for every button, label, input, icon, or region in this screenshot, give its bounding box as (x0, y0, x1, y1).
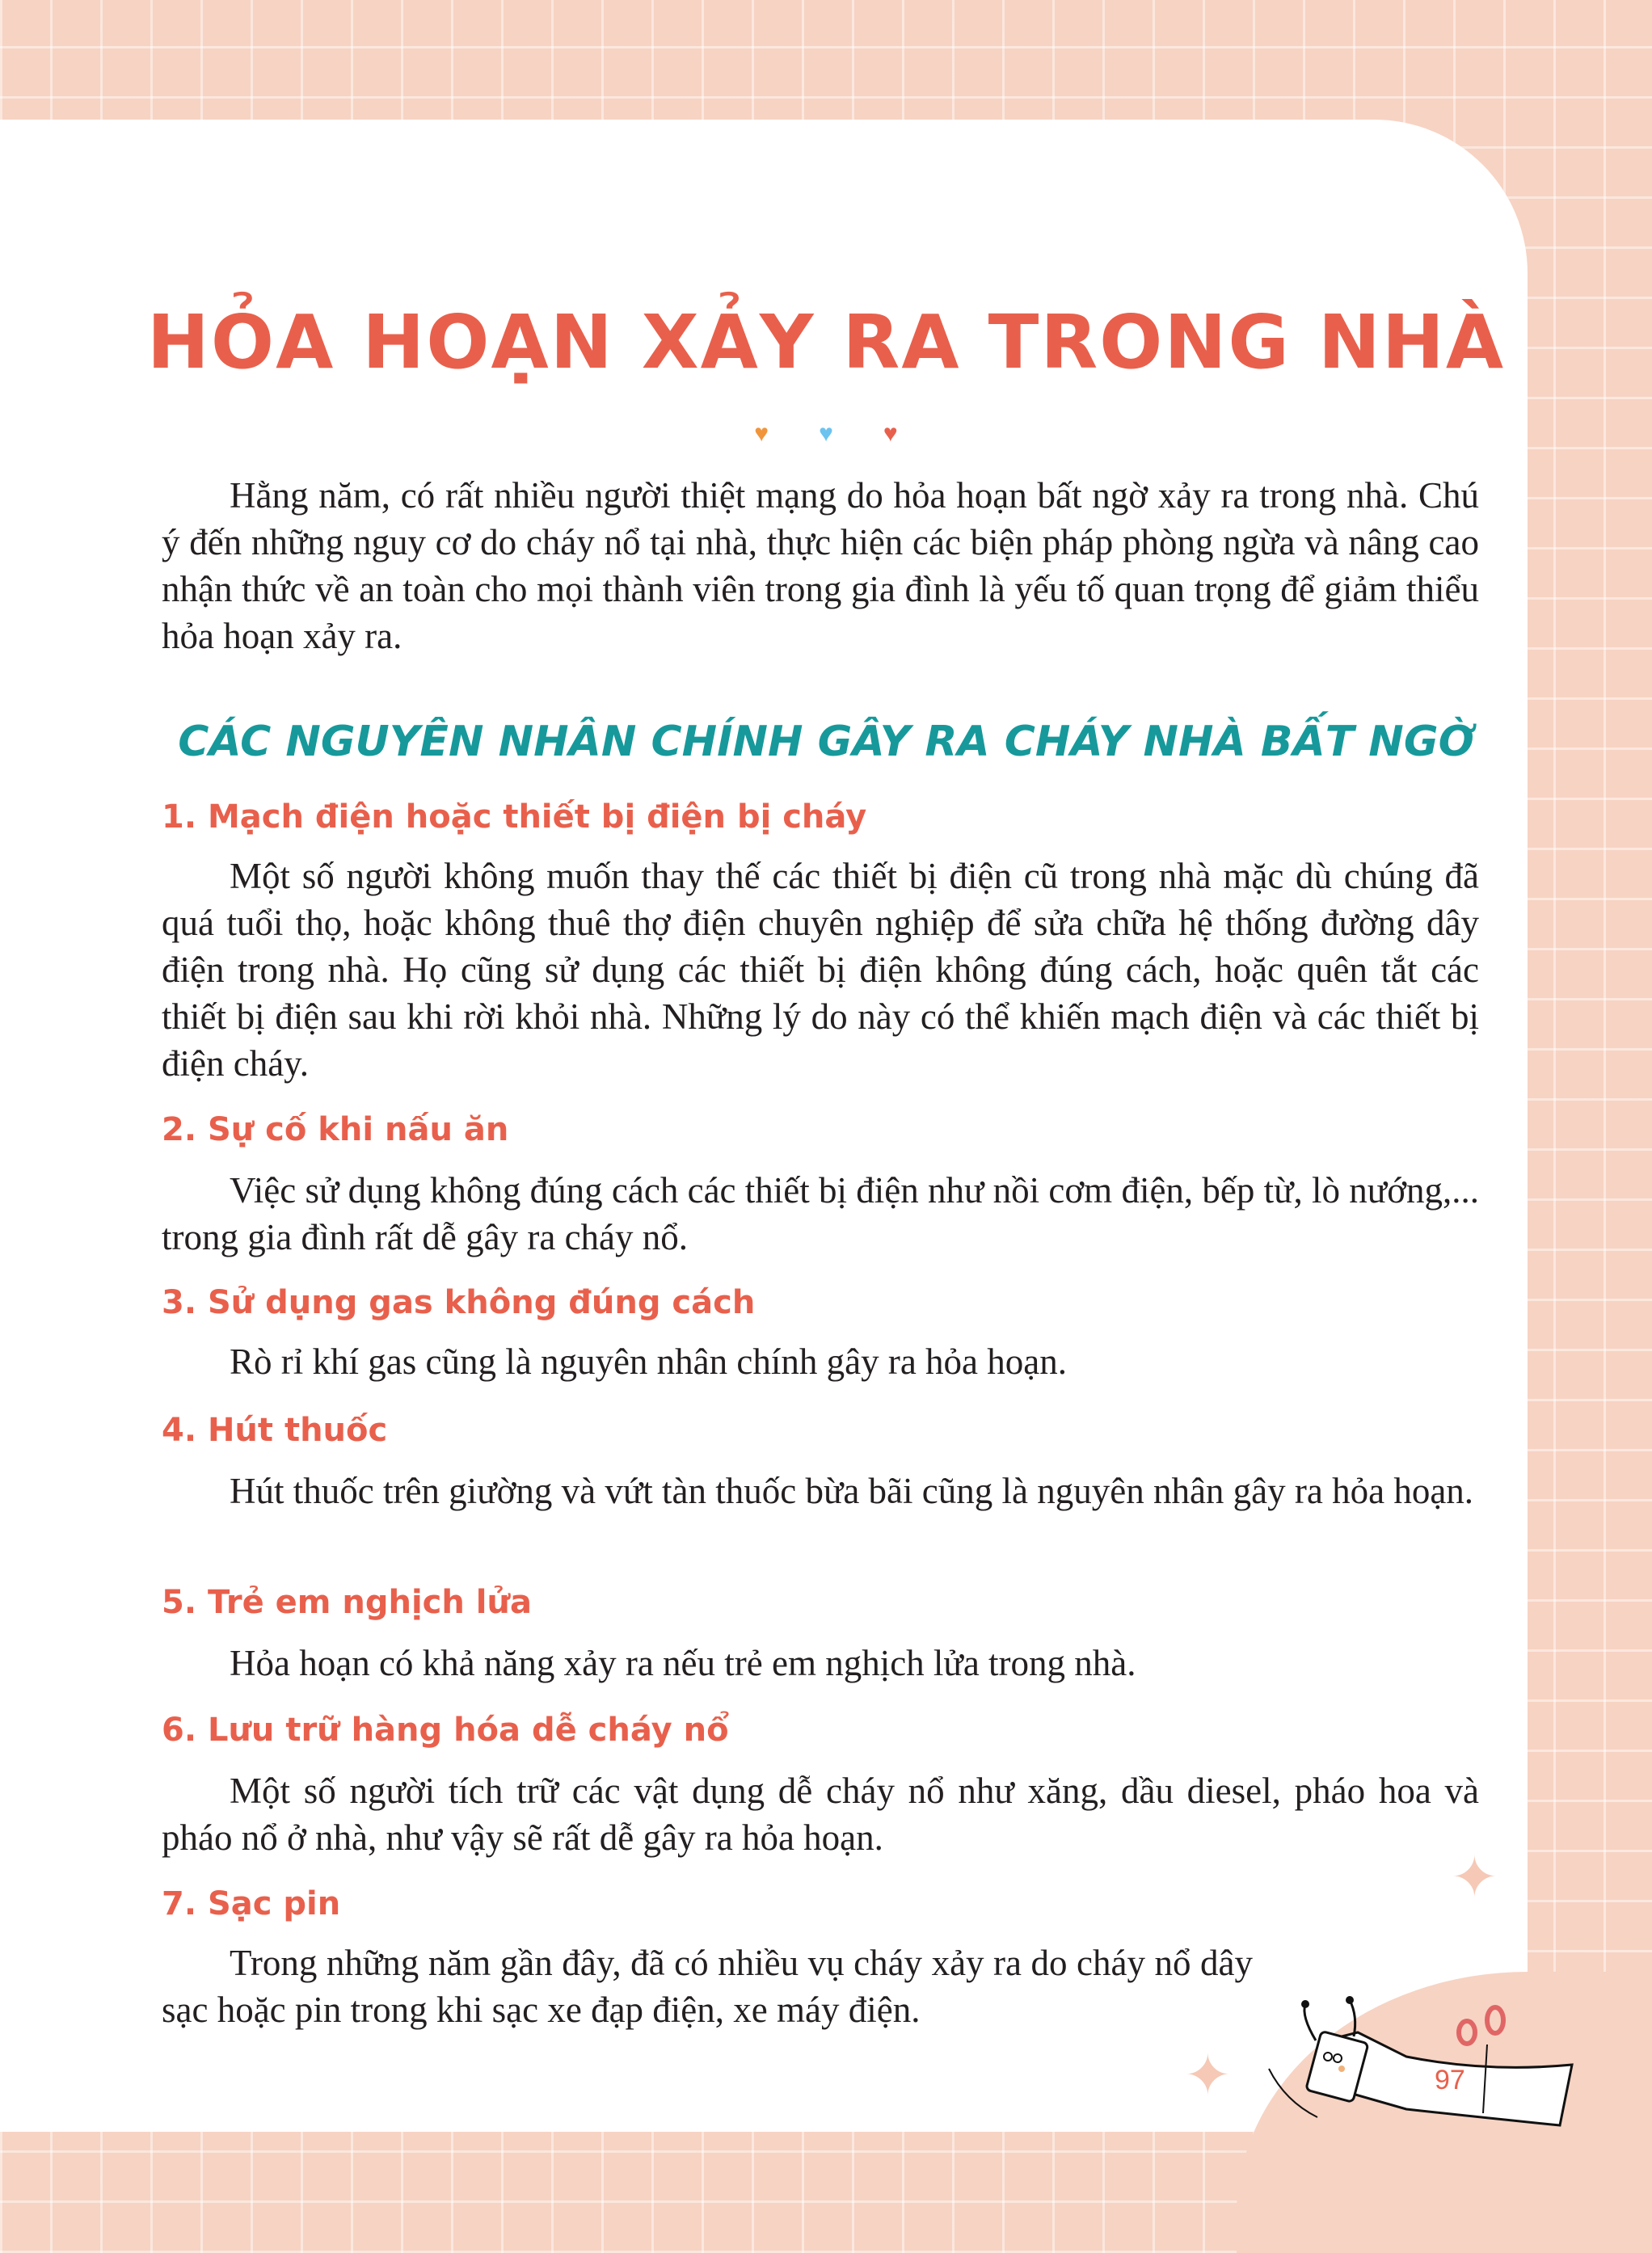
cause-text: Một số người tích trữ các vật dụng dễ cháy nổ như xăng, dầu diesel, pháo hoa và pháo nổ ở nhà, như vậy sẽ rất dễ gây ra hỏa hoạn. (162, 1771, 1479, 1858)
cause-heading: 7. Sạc pin (162, 1885, 341, 1922)
cause-heading: 4. Hút thuốc (162, 1412, 388, 1449)
section-subtitle: CÁC NGUYÊN NHÂN CHÍNH GÂY RA CHÁY NHÀ BẤT NGỜ (178, 718, 1474, 766)
sparkle-icon: ✦ (1184, 2045, 1232, 2108)
heart-icon: ♥ (819, 420, 833, 447)
cause-heading: 2. Sự cố khi nấu ăn (162, 1111, 509, 1148)
cause-heading: 3. Sử dụng gas không đúng cách (162, 1284, 756, 1321)
cause-text: Hỏa hoạn có khả năng xảy ra nếu trẻ em nghịch lửa trong nhà. (230, 1643, 1136, 1683)
sparkle-icon: ✦ (1451, 1847, 1498, 1910)
cause-heading: 6. Lưu trữ hàng hóa dễ cháy nổ (162, 1712, 729, 1749)
cause-text: Việc sử dụng không đúng cách các thiết bị điện như nồi cơm điện, bếp từ, lò nướng,... trong gia đình rất dễ gây ra cháy nổ. (162, 1170, 1479, 1257)
cause-text: Một số người không muốn thay thế các thiết bị điện cũ trong nhà mặc dù chúng đã quá tuổi thọ, hoặc không thuê thợ điện chuyên nghiệp để sửa chữa hệ thống đường dây điện trong nhà. Họ cũng sử dụng các thiết bị điện không đúng cách, hoặc quên tắt các thiết bị điện sau khi rời khỏi nhà. Những lý do này có thể khiến mạch điện và các thiết bị điện cháy. (162, 856, 1479, 1084)
heart-icon: ♥ (883, 420, 898, 447)
cause-heading: 5. Trẻ em nghịch lửa (162, 1584, 532, 1621)
hearts-divider (0, 422, 1652, 446)
cause-text: Rò rỉ khí gas cũng là nguyên nhân chính gây ra hỏa hoạn. (230, 1341, 1067, 1382)
cause-text: Hút thuốc trên giường và vứt tàn thuốc bừa bãi cũng là nguyên nhân gây ra hỏa hoạn. (230, 1471, 1474, 1511)
heart-icon: ♥ (754, 420, 769, 447)
page-number: 97 (1435, 2065, 1465, 2095)
page-title: HỎA HOẠN XẢY RA TRONG NHÀ (146, 299, 1506, 385)
toilet-roll-mascot-illustration (1220, 1980, 1576, 2141)
cause-heading: 1. Mạch điện hoặc thiết bị điện bị cháy (162, 798, 867, 836)
intro-paragraph: Hằng năm, có rất nhiều người thiệt mạng do hỏa hoạn bất ngờ xảy ra trong nhà. Chú ý đến những nguy cơ do cháy nổ tại nhà, thực hiện các biện pháp phòng ngừa và nâng cao nhận thức về an toàn cho mọi thành viên trong gia đình là yếu tố quan trọng để giảm thiểu hỏa hoạn xảy ra. (162, 475, 1479, 656)
cause-text: Trong những năm gần đây, đã có nhiều vụ cháy xảy ra do cháy nổ dây sạc hoặc pin trong khi sạc xe đạp điện, xe máy điện. (162, 1943, 1253, 2030)
